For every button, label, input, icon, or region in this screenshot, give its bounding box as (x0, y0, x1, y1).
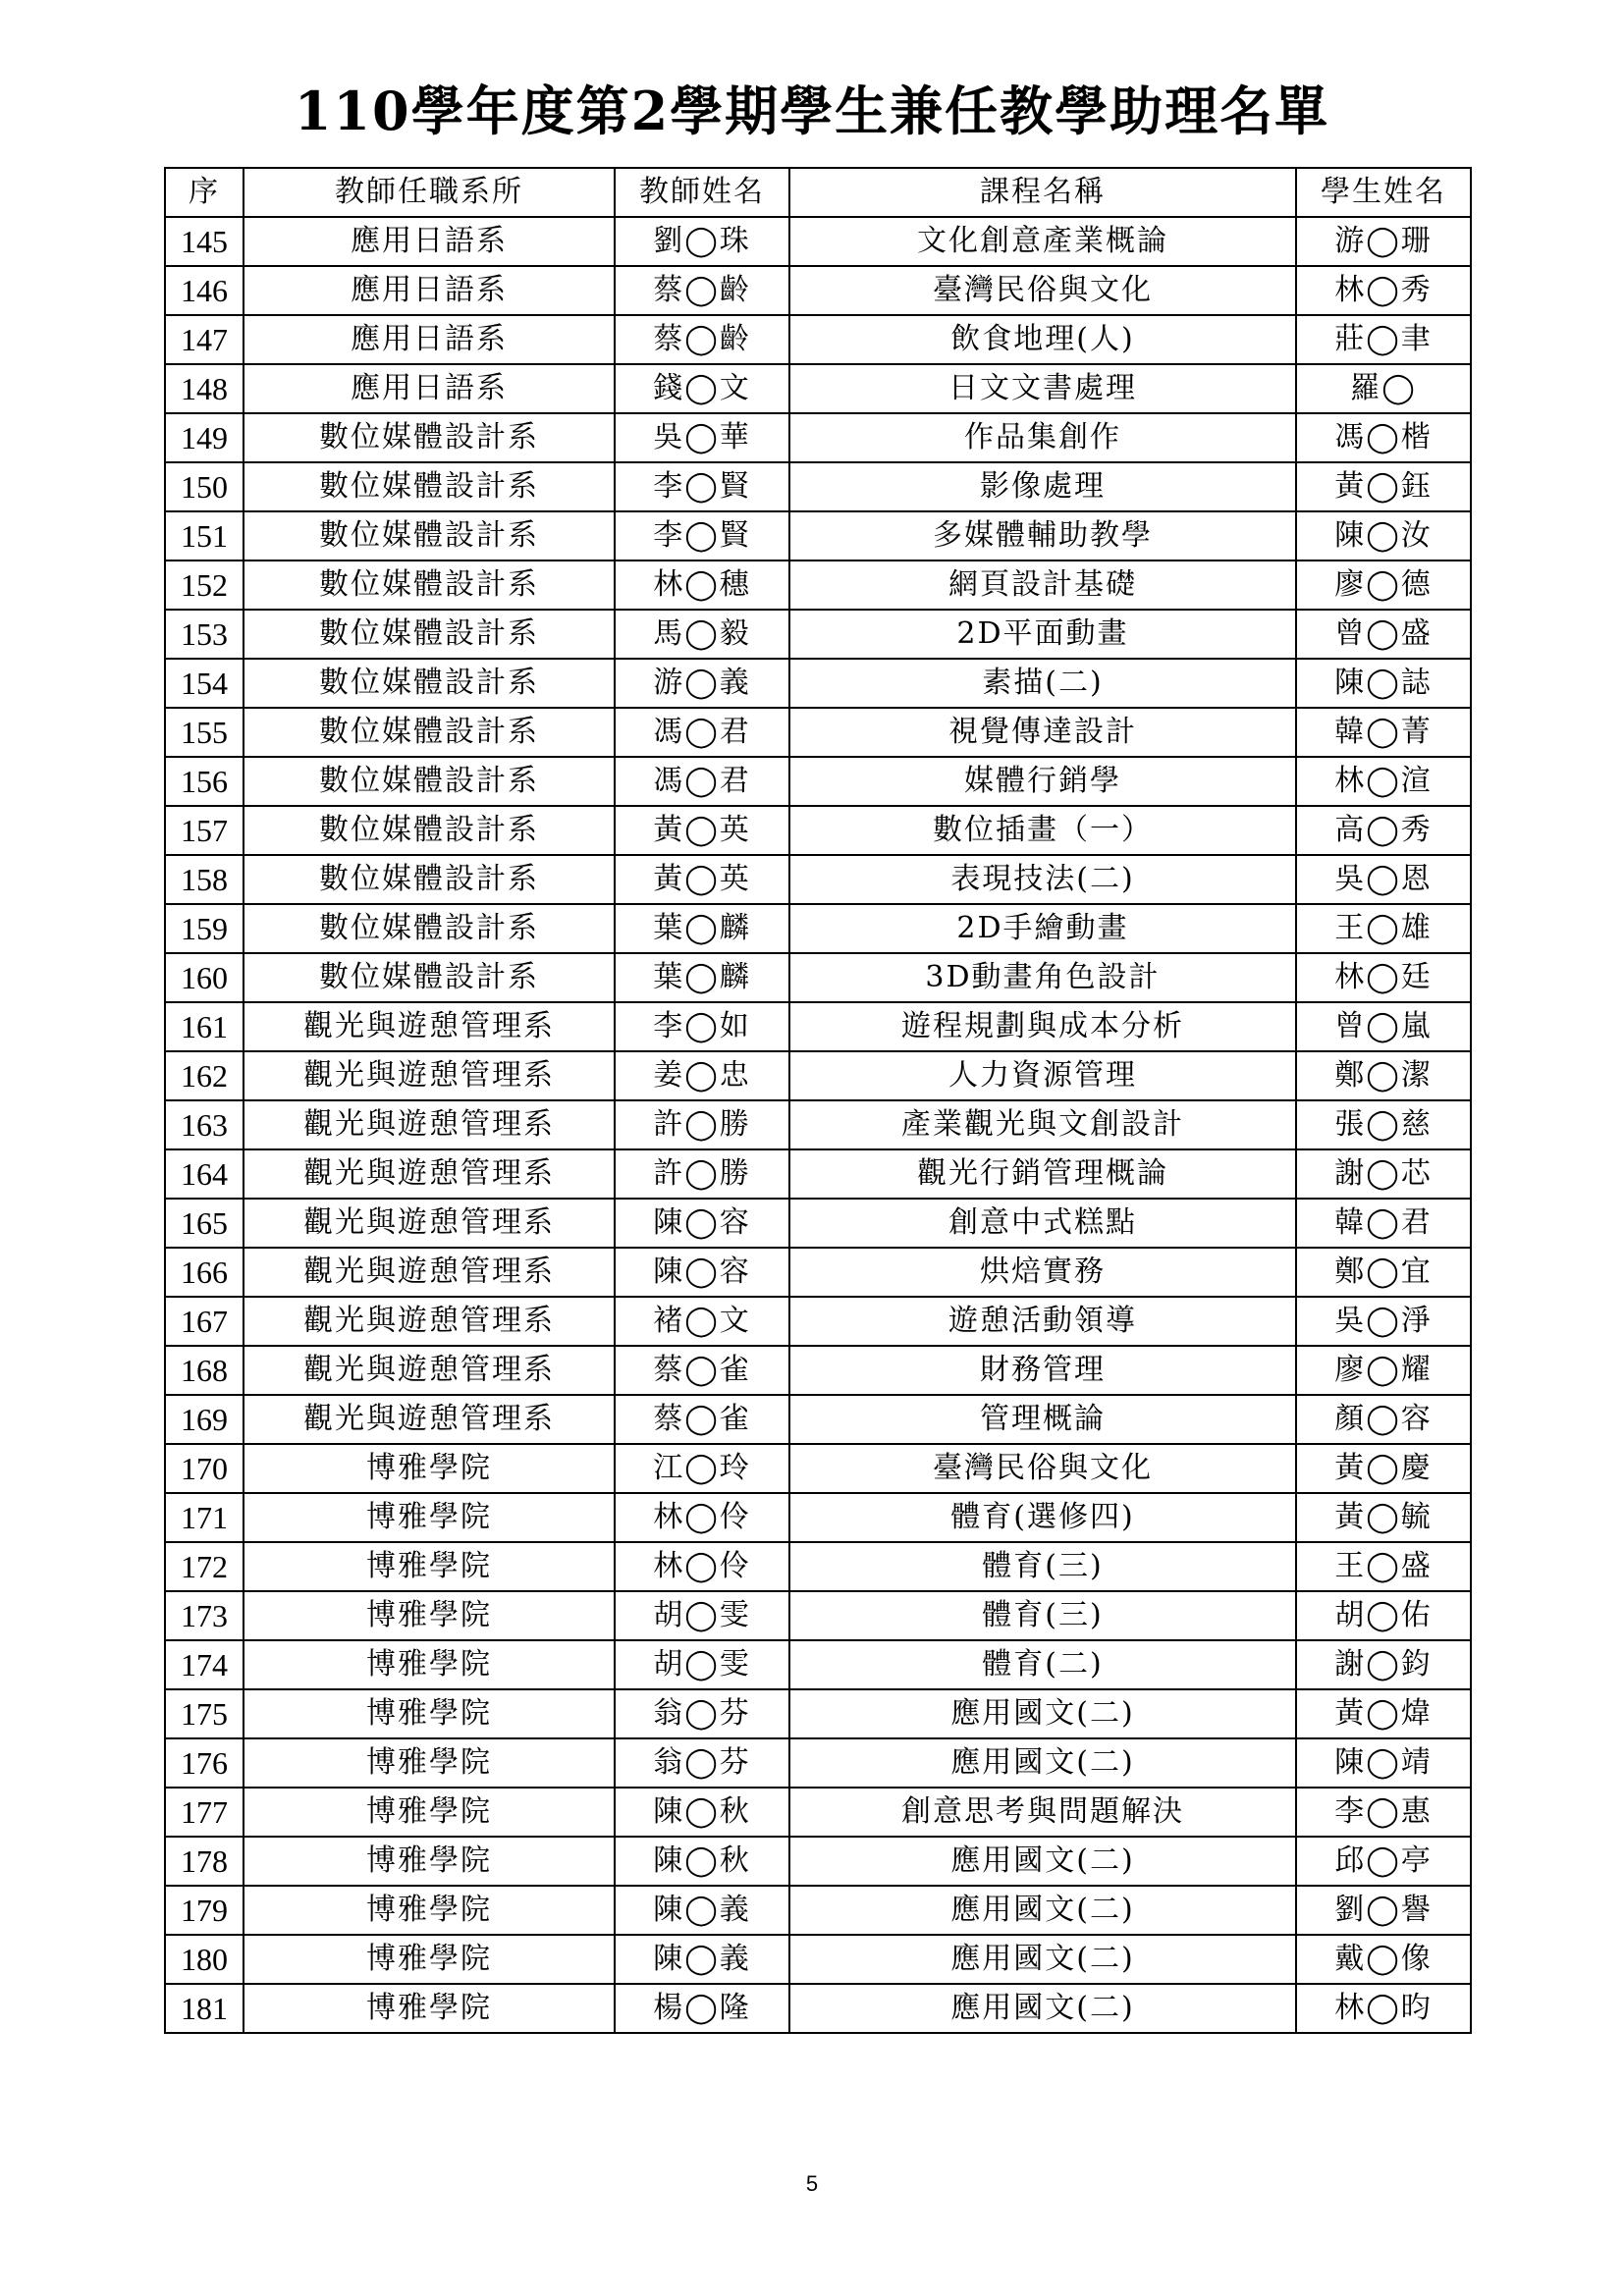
cell-seq: 171 (165, 1493, 244, 1542)
cell-course-name: 財務管理 (789, 1346, 1296, 1395)
table-row (165, 659, 1471, 708)
cell-department: 觀光與遊憩管理系 (244, 1248, 615, 1297)
cell-teacher-name: 陳◯容 (615, 1248, 789, 1297)
cell-student-name: 戴◯像 (1296, 1935, 1471, 1984)
cell-teacher-name: 褚◯文 (615, 1297, 789, 1346)
cell-seq: 159 (165, 904, 244, 953)
cell-student-name: 顏◯容 (1296, 1395, 1471, 1444)
cell-teacher-name: 葉◯麟 (615, 904, 789, 953)
cell-department: 博雅學院 (244, 1591, 615, 1640)
cell-course-name: 創意思考與問題解決 (789, 1788, 1296, 1837)
table-row (165, 1640, 1471, 1689)
cell-teacher-name: 林◯伶 (615, 1542, 789, 1591)
cell-department: 數位媒體設計系 (244, 904, 615, 953)
cell-student-name: 張◯慈 (1296, 1100, 1471, 1149)
cell-course-name: 影像處理 (789, 462, 1296, 511)
cell-course-name: 遊憩活動領導 (789, 1297, 1296, 1346)
cell-teacher-name: 林◯穗 (615, 561, 789, 610)
table-row (165, 315, 1471, 364)
cell-seq: 170 (165, 1444, 244, 1493)
cell-student-name: 謝◯芯 (1296, 1149, 1471, 1199)
cell-course-name: 創意中式糕點 (789, 1199, 1296, 1248)
table-row (165, 511, 1471, 561)
cell-department: 博雅學院 (244, 1788, 615, 1837)
cell-course-name: 體育(二) (789, 1640, 1296, 1689)
table-row (165, 1935, 1471, 1984)
table-row (165, 1689, 1471, 1738)
cell-teacher-name: 陳◯義 (615, 1935, 789, 1984)
cell-course-name: 臺灣民俗與文化 (789, 1444, 1296, 1493)
table-row (165, 708, 1471, 757)
cell-department: 數位媒體設計系 (244, 462, 615, 511)
teaching-assistant-table (164, 167, 1472, 2034)
cell-course-name: 媒體行銷學 (789, 757, 1296, 806)
cell-course-name: 應用國文(二) (789, 1689, 1296, 1738)
cell-course-name: 視覺傳達設計 (789, 708, 1296, 757)
cell-department: 觀光與遊憩管理系 (244, 1297, 615, 1346)
cell-teacher-name: 陳◯容 (615, 1199, 789, 1248)
table-row (165, 1248, 1471, 1297)
cell-course-name: 網頁設計基礎 (789, 561, 1296, 610)
cell-course-name: 人力資源管理 (789, 1051, 1296, 1100)
cell-student-name: 林◯渲 (1296, 757, 1471, 806)
cell-department: 博雅學院 (244, 1542, 615, 1591)
cell-seq: 177 (165, 1788, 244, 1837)
cell-seq: 180 (165, 1935, 244, 1984)
cell-seq: 156 (165, 757, 244, 806)
cell-seq: 150 (165, 462, 244, 511)
table-row (165, 217, 1471, 266)
cell-student-name: 陳◯誌 (1296, 659, 1471, 708)
cell-course-name: 烘焙實務 (789, 1248, 1296, 1297)
cell-seq: 174 (165, 1640, 244, 1689)
cell-seq: 153 (165, 610, 244, 659)
cell-department: 數位媒體設計系 (244, 708, 615, 757)
cell-student-name: 韓◯菁 (1296, 708, 1471, 757)
table-row (165, 1297, 1471, 1346)
table-row (165, 1837, 1471, 1886)
cell-course-name: 體育(三) (789, 1591, 1296, 1640)
cell-department: 觀光與遊憩管理系 (244, 1100, 615, 1149)
cell-seq: 146 (165, 266, 244, 315)
cell-seq: 157 (165, 806, 244, 855)
cell-teacher-name: 蔡◯齡 (615, 315, 789, 364)
cell-teacher-name: 胡◯雯 (615, 1640, 789, 1689)
cell-student-name: 李◯惠 (1296, 1788, 1471, 1837)
cell-course-name: 應用國文(二) (789, 1837, 1296, 1886)
cell-student-name: 曾◯盛 (1296, 610, 1471, 659)
cell-department: 觀光與遊憩管理系 (244, 1346, 615, 1395)
cell-department: 博雅學院 (244, 1689, 615, 1738)
cell-seq: 181 (165, 1984, 244, 2033)
cell-student-name: 鄭◯潔 (1296, 1051, 1471, 1100)
cell-seq: 162 (165, 1051, 244, 1100)
cell-teacher-name: 胡◯雯 (615, 1591, 789, 1640)
cell-teacher-name: 馬◯毅 (615, 610, 789, 659)
cell-course-name: 管理概論 (789, 1395, 1296, 1444)
cell-teacher-name: 江◯玲 (615, 1444, 789, 1493)
table-row (165, 364, 1471, 413)
cell-teacher-name: 錢◯文 (615, 364, 789, 413)
cell-student-name: 林◯廷 (1296, 953, 1471, 1002)
cell-department: 數位媒體設計系 (244, 413, 615, 462)
cell-department: 觀光與遊憩管理系 (244, 1149, 615, 1199)
table-row (165, 953, 1471, 1002)
cell-seq: 158 (165, 855, 244, 904)
cell-teacher-name: 翁◯芬 (615, 1689, 789, 1738)
cell-department: 應用日語系 (244, 364, 615, 413)
cell-teacher-name: 陳◯義 (615, 1886, 789, 1935)
cell-course-name: 產業觀光與文創設計 (789, 1100, 1296, 1149)
cell-department: 博雅學院 (244, 1935, 615, 1984)
cell-teacher-name: 林◯伶 (615, 1493, 789, 1542)
cell-department: 應用日語系 (244, 217, 615, 266)
cell-teacher-name: 許◯勝 (615, 1149, 789, 1199)
cell-seq: 173 (165, 1591, 244, 1640)
cell-seq: 166 (165, 1248, 244, 1297)
cell-student-name: 高◯秀 (1296, 806, 1471, 855)
cell-seq: 151 (165, 511, 244, 561)
cell-teacher-name: 蔡◯齡 (615, 266, 789, 315)
cell-department: 觀光與遊憩管理系 (244, 1051, 615, 1100)
cell-seq: 169 (165, 1395, 244, 1444)
cell-course-name: 日文文書處理 (789, 364, 1296, 413)
table-row (165, 1788, 1471, 1837)
table-header-row (165, 168, 1471, 217)
cell-teacher-name: 蔡◯雀 (615, 1346, 789, 1395)
cell-student-name: 韓◯君 (1296, 1199, 1471, 1248)
cell-department: 數位媒體設計系 (244, 757, 615, 806)
cell-teacher-name: 許◯勝 (615, 1100, 789, 1149)
cell-course-name: 2D平面動畫 (789, 610, 1296, 659)
cell-department: 博雅學院 (244, 1984, 615, 2033)
cell-course-name: 素描(二) (789, 659, 1296, 708)
cell-course-name: 體育(三) (789, 1542, 1296, 1591)
table-row (165, 757, 1471, 806)
cell-teacher-name: 劉◯珠 (615, 217, 789, 266)
cell-student-name: 林◯秀 (1296, 266, 1471, 315)
cell-seq: 145 (165, 217, 244, 266)
cell-seq: 176 (165, 1738, 244, 1788)
cell-course-name: 飲食地理(人) (789, 315, 1296, 364)
cell-teacher-name: 馮◯君 (615, 708, 789, 757)
cell-student-name: 陳◯汝 (1296, 511, 1471, 561)
cell-course-name: 應用國文(二) (789, 1984, 1296, 2033)
cell-seq: 167 (165, 1297, 244, 1346)
table-row (165, 1886, 1471, 1935)
cell-department: 數位媒體設計系 (244, 855, 615, 904)
cell-student-name: 羅◯ (1296, 364, 1471, 413)
cell-department: 應用日語系 (244, 266, 615, 315)
cell-student-name: 吳◯淨 (1296, 1297, 1471, 1346)
cell-student-name: 林◯昀 (1296, 1984, 1471, 2033)
table-row (165, 855, 1471, 904)
cell-course-name: 2D手繪動畫 (789, 904, 1296, 953)
cell-student-name: 陳◯靖 (1296, 1738, 1471, 1788)
cell-seq: 148 (165, 364, 244, 413)
cell-course-name: 應用國文(二) (789, 1886, 1296, 1935)
cell-student-name: 鄭◯宜 (1296, 1248, 1471, 1297)
table-row (165, 1984, 1471, 2033)
cell-department: 數位媒體設計系 (244, 659, 615, 708)
table-row (165, 1444, 1471, 1493)
cell-department: 數位媒體設計系 (244, 561, 615, 610)
cell-teacher-name: 游◯義 (615, 659, 789, 708)
cell-seq: 179 (165, 1886, 244, 1935)
cell-teacher-name: 馮◯君 (615, 757, 789, 806)
cell-course-name: 作品集創作 (789, 413, 1296, 462)
cell-seq: 163 (165, 1100, 244, 1149)
cell-course-name: 應用國文(二) (789, 1935, 1296, 1984)
cell-teacher-name: 蔡◯雀 (615, 1395, 789, 1444)
cell-seq: 149 (165, 413, 244, 462)
table-row (165, 561, 1471, 610)
cell-seq: 175 (165, 1689, 244, 1738)
cell-teacher-name: 陳◯秋 (615, 1837, 789, 1886)
table-row (165, 1002, 1471, 1051)
table-row (165, 610, 1471, 659)
table-row (165, 266, 1471, 315)
cell-seq: 172 (165, 1542, 244, 1591)
cell-seq: 154 (165, 659, 244, 708)
cell-department: 博雅學院 (244, 1886, 615, 1935)
header-department: 教師任職系所 (244, 168, 615, 217)
page-number: 5 (805, 2171, 819, 2196)
cell-teacher-name: 陳◯秋 (615, 1788, 789, 1837)
cell-seq: 152 (165, 561, 244, 610)
cell-student-name: 劉◯譽 (1296, 1886, 1471, 1935)
header-teacher-name: 教師姓名 (615, 168, 789, 217)
table-row (165, 1542, 1471, 1591)
cell-course-name: 多媒體輔助教學 (789, 511, 1296, 561)
cell-department: 數位媒體設計系 (244, 806, 615, 855)
table-row (165, 1346, 1471, 1395)
cell-teacher-name: 葉◯麟 (615, 953, 789, 1002)
cell-student-name: 邱◯亭 (1296, 1837, 1471, 1886)
cell-student-name: 黃◯毓 (1296, 1493, 1471, 1542)
table-row (165, 1493, 1471, 1542)
document-title: 110學年度第2學期學生兼任教學助理名單 (294, 80, 1330, 142)
cell-student-name: 謝◯鈞 (1296, 1640, 1471, 1689)
cell-course-name: 遊程規劃與成本分析 (789, 1002, 1296, 1051)
table-row (165, 904, 1471, 953)
cell-teacher-name: 姜◯忠 (615, 1051, 789, 1100)
table-row (165, 413, 1471, 462)
cell-teacher-name: 翁◯芬 (615, 1738, 789, 1788)
cell-department: 博雅學院 (244, 1837, 615, 1886)
cell-department: 博雅學院 (244, 1444, 615, 1493)
table-row (165, 462, 1471, 511)
cell-seq: 165 (165, 1199, 244, 1248)
table-row (165, 1738, 1471, 1788)
cell-seq: 161 (165, 1002, 244, 1051)
cell-student-name: 曾◯嵐 (1296, 1002, 1471, 1051)
cell-teacher-name: 李◯賢 (615, 511, 789, 561)
header-seq: 序 (165, 168, 244, 217)
cell-department: 應用日語系 (244, 315, 615, 364)
cell-department: 觀光與遊憩管理系 (244, 1395, 615, 1444)
cell-student-name: 黃◯鈺 (1296, 462, 1471, 511)
cell-teacher-name: 李◯賢 (615, 462, 789, 511)
cell-seq: 168 (165, 1346, 244, 1395)
table-row (165, 1199, 1471, 1248)
cell-teacher-name: 李◯如 (615, 1002, 789, 1051)
table-body (165, 217, 1471, 2033)
cell-course-name: 臺灣民俗與文化 (789, 266, 1296, 315)
cell-course-name: 應用國文(二) (789, 1738, 1296, 1788)
cell-course-name: 3D動畫角色設計 (789, 953, 1296, 1002)
table-row (165, 1591, 1471, 1640)
cell-student-name: 吳◯恩 (1296, 855, 1471, 904)
cell-seq: 147 (165, 315, 244, 364)
cell-seq: 160 (165, 953, 244, 1002)
cell-student-name: 黃◯煒 (1296, 1689, 1471, 1738)
cell-student-name: 莊◯聿 (1296, 315, 1471, 364)
cell-department: 數位媒體設計系 (244, 511, 615, 561)
cell-course-name: 文化創意產業概論 (789, 217, 1296, 266)
cell-student-name: 胡◯佑 (1296, 1591, 1471, 1640)
cell-course-name: 觀光行銷管理概論 (789, 1149, 1296, 1199)
cell-course-name: 表現技法(二) (789, 855, 1296, 904)
cell-student-name: 王◯雄 (1296, 904, 1471, 953)
table-row (165, 806, 1471, 855)
cell-student-name: 王◯盛 (1296, 1542, 1471, 1591)
cell-student-name: 廖◯耀 (1296, 1346, 1471, 1395)
cell-student-name: 黃◯慶 (1296, 1444, 1471, 1493)
header-course-name: 課程名稱 (789, 168, 1296, 217)
cell-department: 數位媒體設計系 (244, 610, 615, 659)
table-row (165, 1149, 1471, 1199)
table-row (165, 1100, 1471, 1149)
cell-teacher-name: 黃◯英 (615, 855, 789, 904)
cell-student-name: 廖◯德 (1296, 561, 1471, 610)
cell-teacher-name: 黃◯英 (615, 806, 789, 855)
cell-department: 博雅學院 (244, 1738, 615, 1788)
cell-department: 博雅學院 (244, 1640, 615, 1689)
cell-student-name: 馮◯楷 (1296, 413, 1471, 462)
cell-department: 觀光與遊憩管理系 (244, 1199, 615, 1248)
cell-course-name: 數位插畫（一） (789, 806, 1296, 855)
cell-department: 博雅學院 (244, 1493, 615, 1542)
cell-teacher-name: 吳◯華 (615, 413, 789, 462)
table-row (165, 1395, 1471, 1444)
cell-department: 數位媒體設計系 (244, 953, 615, 1002)
cell-department: 觀光與遊憩管理系 (244, 1002, 615, 1051)
cell-student-name: 游◯珊 (1296, 217, 1471, 266)
header-student-name: 學生姓名 (1296, 168, 1471, 217)
cell-teacher-name: 楊◯隆 (615, 1984, 789, 2033)
cell-course-name: 體育(選修四) (789, 1493, 1296, 1542)
cell-seq: 178 (165, 1837, 244, 1886)
cell-seq: 155 (165, 708, 244, 757)
cell-seq: 164 (165, 1149, 244, 1199)
table-row (165, 1051, 1471, 1100)
